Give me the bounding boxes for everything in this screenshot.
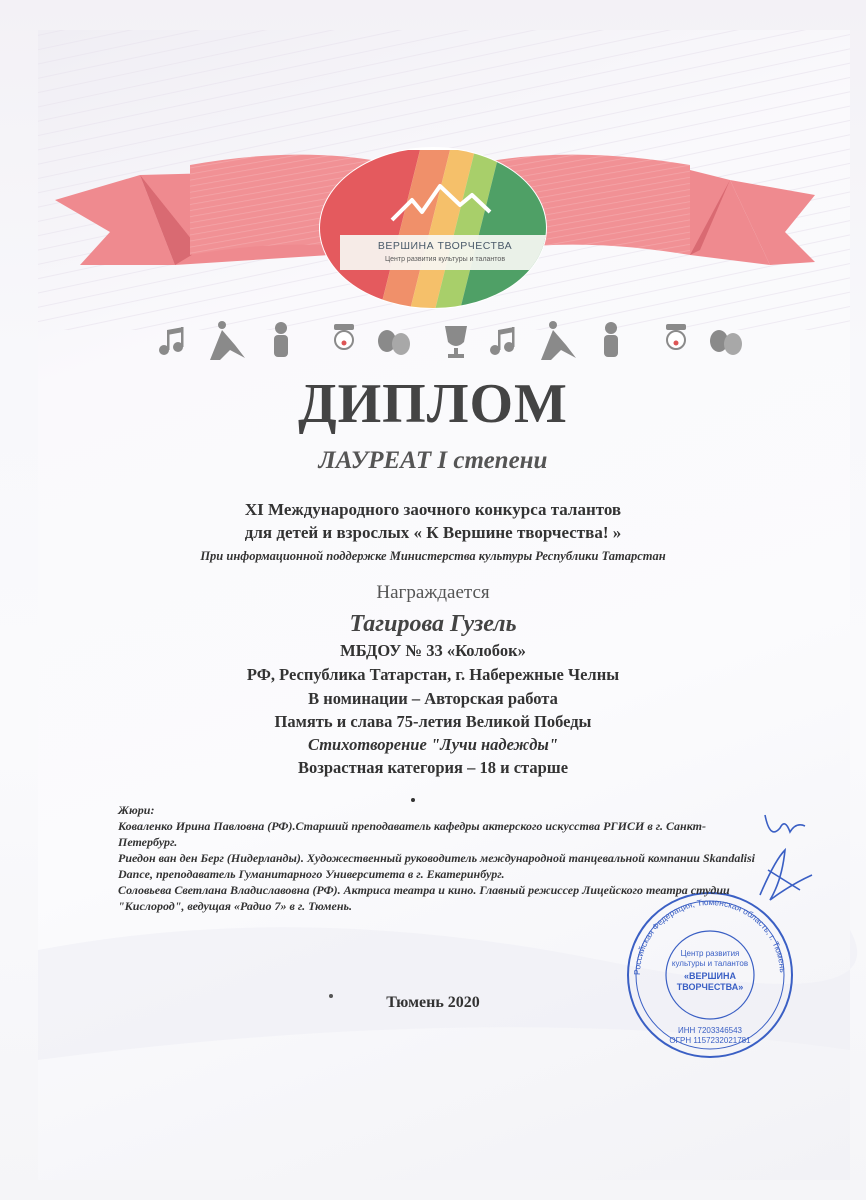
jury-member-2: Риедон ван ден Берг (Нидерланды). Художественный руководитель международной танцевальной компании Skandalisi Dance, преподаватель Гуманитарного Университета в г. Екатеринбург. (118, 851, 755, 881)
jury-section (118, 802, 758, 914)
stamp-outer-text: Российская Федерация, Тюменская область, г. Тюмень (631, 896, 788, 976)
stamp-ogrn: ОГРН 1157232021781 (669, 1036, 751, 1045)
support-line: При информационной поддержке Министерства культуры Республики Татарстан (200, 549, 666, 563)
jury-member-3: Соловьева Светлана Владиславовна (РФ). Актриса театра и кино. Главный режиссер Лицейского театра студии "Кислород", ведущая «Радио 7» в г. Тюмень. (118, 883, 730, 913)
singer-icon (274, 322, 288, 357)
music-note-icon (159, 327, 184, 355)
stamp-inn: ИНН 7203346543 (677, 1026, 743, 1035)
signatures (760, 815, 812, 900)
signature-1 (765, 815, 805, 832)
work-title: Стихотворение "Лучи надежды" (307, 735, 559, 754)
theme: Память и слава 75-летия Великой Победы (274, 712, 592, 731)
age-category: Возрастная категория – 18 и старше (297, 758, 569, 777)
organization: МБДОУ № 33 «Колобок» (340, 641, 526, 660)
theater-masks-icon (710, 330, 742, 355)
location: РФ, Республика Татарстан, г. Набережные Челны (246, 665, 620, 684)
diploma-title: ДИПЛОМ (298, 373, 568, 435)
jury-label: Жюри: (118, 803, 155, 817)
logo-title: ВЕРШИНА ТВОРЧЕСТВА (377, 240, 513, 252)
place-year: Тюмень 2020 (386, 994, 480, 1011)
singer-icon (604, 322, 618, 357)
stamp-line-1: Центр развития (680, 949, 740, 958)
recipient-name: Тагирова Гузель (349, 611, 517, 637)
stamp-line-2: культуры и талантов (671, 959, 749, 968)
contest-line-1: XI Международного заочного конкурса талантов (244, 500, 622, 519)
theater-masks-icon (378, 330, 410, 355)
clown-icon (666, 324, 686, 349)
stamp-line-3: «ВЕРШИНА (683, 971, 737, 981)
stamp-line-4: ТВОРЧЕСТВА» (676, 982, 744, 992)
signature-2 (760, 850, 812, 900)
laureate-degree: ЛАУРЕАТ I степени (318, 447, 548, 474)
nomination: В номинации – Авторская работа (308, 689, 558, 708)
trophy-icon (445, 326, 467, 358)
logo-subtitle: Центр развития культуры и талантов (384, 256, 506, 263)
awarded-label: Награждается (376, 582, 490, 603)
music-note-icon (490, 327, 515, 355)
clown-icon (334, 324, 354, 349)
contest-line-2: для детей и взрослых « К Вершине творчества! » (244, 523, 622, 542)
jury-member-1: Коваленко Ирина Павловна (РФ).Старший преподаватель кафедры актерского искусства РГИСИ в г. Санкт-Петербург. (118, 819, 706, 849)
